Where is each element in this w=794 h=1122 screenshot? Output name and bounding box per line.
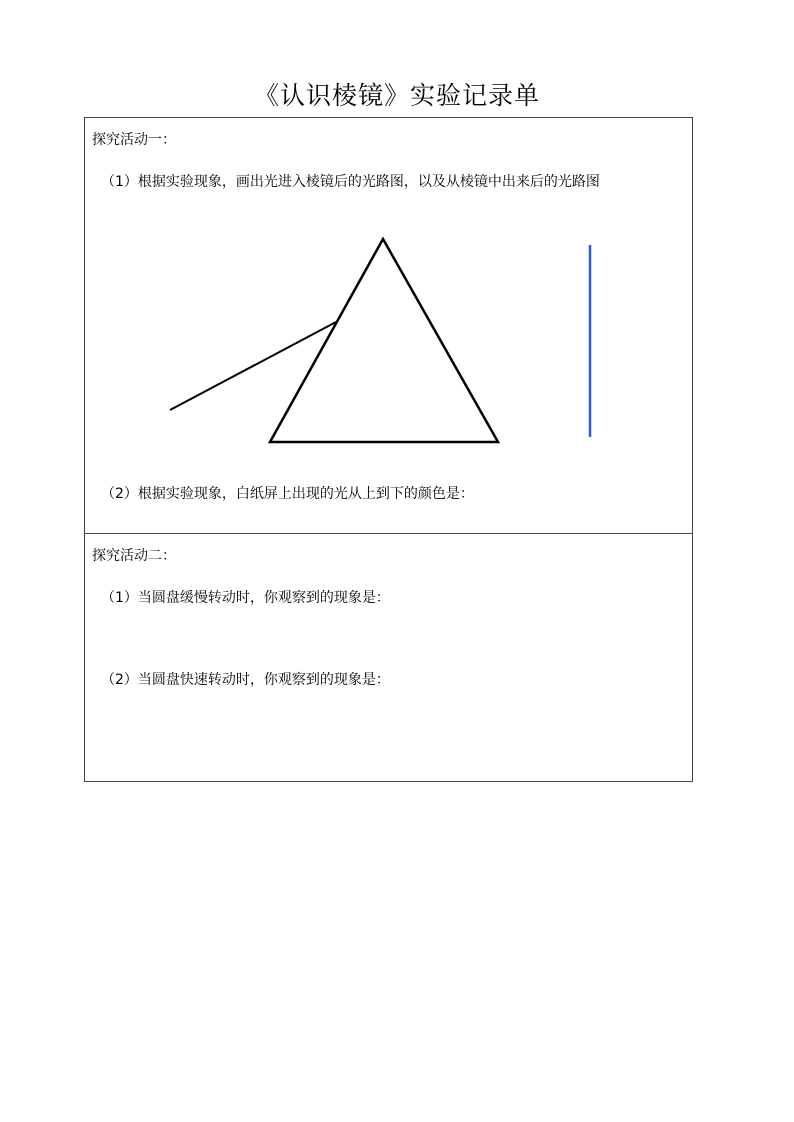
activity-two-question-1: （1）当圆盘缓慢转动时，你观察到的现象是： bbox=[101, 590, 390, 606]
record-sheet bbox=[84, 117, 693, 782]
activity-two-section bbox=[85, 534, 692, 781]
activity-one-question-2: （2）根据实验现象，白纸屏上出现的光从上到下的颜色是： bbox=[101, 486, 474, 502]
activity-two-heading: 探究活动二： bbox=[92, 548, 176, 564]
page-title: 《认识棱镜》实验记录单 bbox=[253, 81, 540, 110]
activity-two-question-2: （2）当圆盘快速转动时，你观察到的现象是： bbox=[101, 672, 390, 688]
prism-triangle bbox=[270, 239, 498, 442]
activity-one-section bbox=[85, 118, 692, 534]
activity-one-question-1: （1）根据实验现象，画出光进入棱镜后的光路图，以及从棱镜中出来后的光路图 bbox=[101, 174, 600, 190]
prism-diagram bbox=[85, 118, 692, 448]
activity-one-heading: 探究活动一： bbox=[92, 132, 176, 148]
